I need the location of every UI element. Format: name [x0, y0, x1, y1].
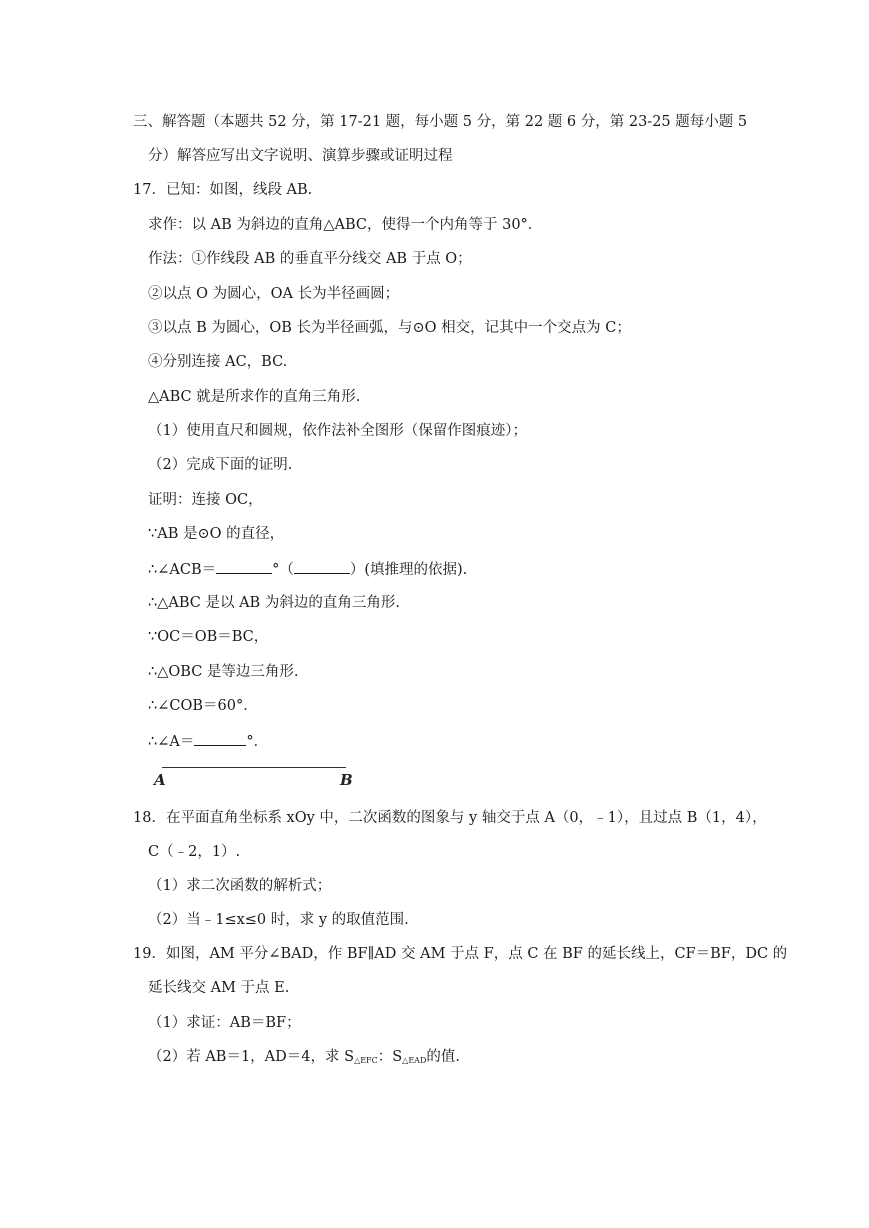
segment-ab-line	[162, 767, 346, 768]
proof3-text-a: ∴∠ACB＝	[148, 562, 217, 578]
triangle-efc-subscript: △EFC	[354, 1056, 378, 1065]
q17-proof-line7: ∴∠COB＝60°．	[148, 698, 258, 714]
q17-result: △ABC 就是所求作的直角三角形.	[148, 389, 361, 405]
q17-method-step3: ③以点 B 为圆心，OB 长为半径画弧，与⊙O 相交，记其中一个交点为 C；	[148, 320, 631, 336]
q17-proof-line6: ∴△OBC 是等边三角形.	[148, 664, 299, 680]
proof3-text-c: ）(填推理的依据).	[349, 562, 468, 578]
q19-part2-text-b: ：S	[377, 1049, 403, 1065]
q17-method-step1: 作法：①作线段 AB 的垂直平分线交 AB 于点 O；	[148, 251, 472, 267]
section-heading-line1: 三、解答题（本题共 52 分，第 17-21 题，每小题 5 分，第 22 题 6 分，第 23-25 题每小题 5	[133, 114, 748, 130]
q19-part2	[148, 1047, 460, 1071]
q19-line2: 延长线交 AM 于点 E.	[148, 980, 290, 996]
q19-part2-text-c: 的值.	[426, 1049, 460, 1065]
section-heading-line2: 分）解答应写出文字说明、演算步骤或证明过程	[148, 148, 453, 164]
q17-title: 17．已知：如图，线段 AB.	[133, 182, 313, 198]
q17-proof-line8	[148, 730, 268, 752]
point-a-label: A	[154, 771, 166, 789]
q17-part2: （2）完成下面的证明.	[148, 457, 293, 473]
q17-method-step2: ②以点 O 为圆心，OA 长为半径画圆；	[148, 286, 400, 302]
q17-part1: （1）使用直尺和圆规，依作法补全图形（保留作图痕迹）；	[148, 423, 527, 439]
proof8-text-b: °．	[246, 734, 269, 750]
answer-blank-angle-a[interactable]	[194, 730, 246, 746]
proof3-text-b: °（	[272, 562, 294, 578]
q17-proof-line4: ∴△ABC 是以 AB 为斜边的直角三角形.	[148, 595, 400, 611]
q18-line1: 18．在平面直角坐标系 xOy 中，二次函数的图象与 y 轴交于点 A（0，﹣1），且过点 B（1，4），	[133, 810, 767, 826]
q17-proof-line1: 证明：连接 OC，	[148, 492, 263, 508]
q19-part2-text-a: （2）若 AB＝1，AD＝4，求 S	[148, 1049, 355, 1065]
q17-proof-line5: ∵OC＝OB＝BC，	[148, 629, 269, 645]
q18-part2: （2）当﹣1≤x≤0 时，求 y 的取值范围.	[148, 912, 409, 928]
q18-part1: （1）求二次函数的解析式；	[148, 878, 332, 894]
answer-blank-reason[interactable]	[294, 558, 350, 574]
answer-blank-angle-acb[interactable]	[216, 558, 272, 574]
q17-task: 求作：以 AB 为斜边的直角△ABC，使得一个内角等于 30°．	[148, 217, 543, 233]
q17-proof-line3	[148, 558, 467, 580]
proof8-text-a: ∴∠A＝	[148, 734, 195, 750]
q19-part1: （1）求证：AB＝BF；	[148, 1015, 301, 1031]
point-b-label: B	[340, 771, 353, 789]
triangle-ead-subscript: △EAD	[402, 1056, 427, 1065]
q17-proof-line2: ∵AB 是⊙O 的直径，	[148, 526, 285, 542]
q18-line2: C（﹣2，1）.	[148, 844, 241, 860]
q19-line1: 19．如图，AM 平分∠BAD，作 BF∥AD 交 AM 于点 F，点 C 在 BF 的延长线上，CF＝BF，DC 的	[133, 946, 788, 962]
q17-method-step4: ④分别连接 AC，BC.	[148, 354, 288, 370]
